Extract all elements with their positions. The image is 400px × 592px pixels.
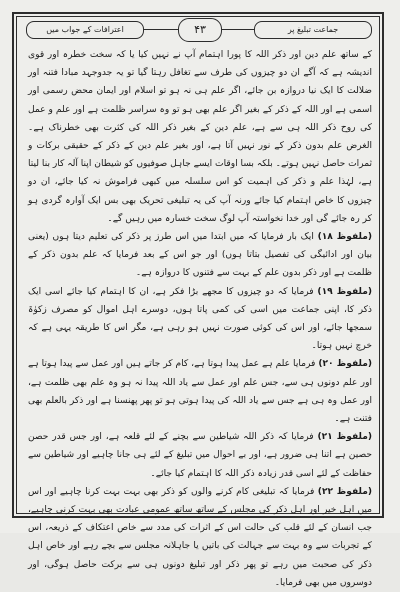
header-book-title: جماعت تبلیغ پر <box>254 21 372 39</box>
malfuz-label: (ملفوظ ۲۱) <box>317 432 372 443</box>
malfuz-text: فرمایا علم ہے عمل پیدا ہوتا ہے، کام کر جاتے ہیں اور عمل سے پیدا ہوتا ہے اور علم دونوں ہی سے، جس علم اور عمل سے یاد اللہ پیدا نہ ہو وہ علم بھی ظلمت ہے، اور عمل وہ ہی ہے جس سے یاد اللہ کی پیدا ہوتی ہو تو پھر پھنسنا ہے اور ذکر بالعلم بھی فتنت ہے۔ <box>28 359 372 425</box>
malfuz-label: (ملفوظ ۱۸) <box>317 232 372 243</box>
header-chapter-title: اعترافات کے جواب میں <box>26 21 144 39</box>
page-number: ۴۳ <box>178 18 222 42</box>
malfuz-label: (ملفوظ ۲۰) <box>318 359 372 370</box>
page-header <box>26 18 372 42</box>
malfuz-21 <box>28 428 372 483</box>
malfuz-label: (ملفوظ ۱۹) <box>317 286 372 297</box>
malfuz-text: فرمایا کہ تبلیغی کام کرنے والوں کو ذکر بھی بہت بہت کرنا چاہیے اور اس میں اہل خیر اور اہل ذکر کی مجلس کے ساتھ ساتھ عمومی عبادت بھی بہت کرنی چاہیے، جب انسان کے لئے قلب کی حالت اس کے اثرات کی مدد سے خاص اعتکاف کے ذریعہ، اس کے تجربات سے وہ بہت سے جہالت کی باتیں یا جاہلانہ مجلس سے بچے رہے اور خاص اہل ذکر کی صحبت میں رہے تو پھر ذکر اور تبلیغ دونوں ہی سے برکت حاصل ہوگی، اور دوسروں میں بھی فرمایا۔ <box>28 486 372 588</box>
malfuz-22 <box>28 483 372 592</box>
malfuz-20 <box>28 355 372 428</box>
paragraph-intro: کے ساتھ علم دین اور ذکر اللہ کا پورا اہتمام آپ نے نہیں کیا یا کہ سخت خطرہ اور قوی اندیشہ ہے کہ آگے ان دو چیزوں کی طرف سے تغافل رہتا گیا تو یہ جدوجہد مبادا فتنہ اور ضلالت کا ایک نیا دروازہ بن جائے، اگر علم ہی نہ ہو تو اسلام اور ایمان محض رسمی اور اسمی ہے اور اللہ کے ذکر کے بغیر اگر علم بھی ہو تو وہ سراسر ظلمت ہے اور علم و عمل کی روح ذکر اللہ ہی سے ہے، علم دین کے بغیر ذکر اللہ کی کثرت بھی خطرناک ہے۔ الغرض علم بدون ذکر کے نور نہیں آتا ہے، اور بغیر علم دین کے ذکر کے حقیقی برکات و ثمرات حاصل نہیں ہوتے۔ بلکہ بسا اوقات ایسے جاہل صوفیوں کو شیطان اپنا آلہ کار بنا لیتا ہے، لہٰذا علم و ذکر کی اہمیت کو اس سلسلہ میں کبھی فراموش نہ کیا جائے، ان دو چیزوں کا خاص اہتمام کیا جائے ورنہ آپ کی یہ تبلیغی تحریک بھی بس ایک آوارہ گردی ہو کر رہ جائے گی اور خدا نخواستہ آپ لوگ سخت خسارہ میں رہیں گے۔ <box>28 50 372 224</box>
malfuz-18 <box>28 228 372 283</box>
malfuz-text: ایک بار فرمایا کہ میں ابتدا میں اس طرز پر ذکر کی تعلیم دیتا ہوں (یعنی بیان اور ادائیگی کی تفصیل بتاتا ہوں) اور جو اس کے بعد فرمایا کہ علم بدون ذکر کے ظلمت ہے اور ذکر بدون علم کے بہت سے فتنوں کا دروازہ ہے۔ <box>28 232 372 279</box>
malfuz-label: (ملفوظ ۲۲) <box>317 486 372 497</box>
malfuz-text: فرمایا کہ دو چیزوں کا مجھے بڑا فکر ہے، ان کا اہتمام کیا جائے اسی ایک ذکر کا، اپنی جماعت میں اسی کی کمی پاتا ہوں، دوسرے اہل اموال کو مصرف زکوٰۃ سمجھا جائے، اور اس کی کوئی صورت نہیں ہو رہی ہے، مگر اس کا طریقہ یہی ہے کہ خرچ نہیں ہوتا۔ <box>28 286 372 352</box>
malfuz-19 <box>28 283 372 356</box>
malfuz-text: فرمایا کہ ذکر اللہ شیاطین سے بچنے کے لئے قلعہ ہے، اور جس قدر حصن حصین ہے اتنا ہی ضرور ہے، اور بے احوال میں تبلیغ کے لئے ہی جانا چاہیے اور شیاطین سے حفاظت کے لئے اسی قدر زیادہ ذکر اللہ کا اہتمام کیا جائے۔ <box>28 432 372 479</box>
page-body <box>28 46 372 588</box>
